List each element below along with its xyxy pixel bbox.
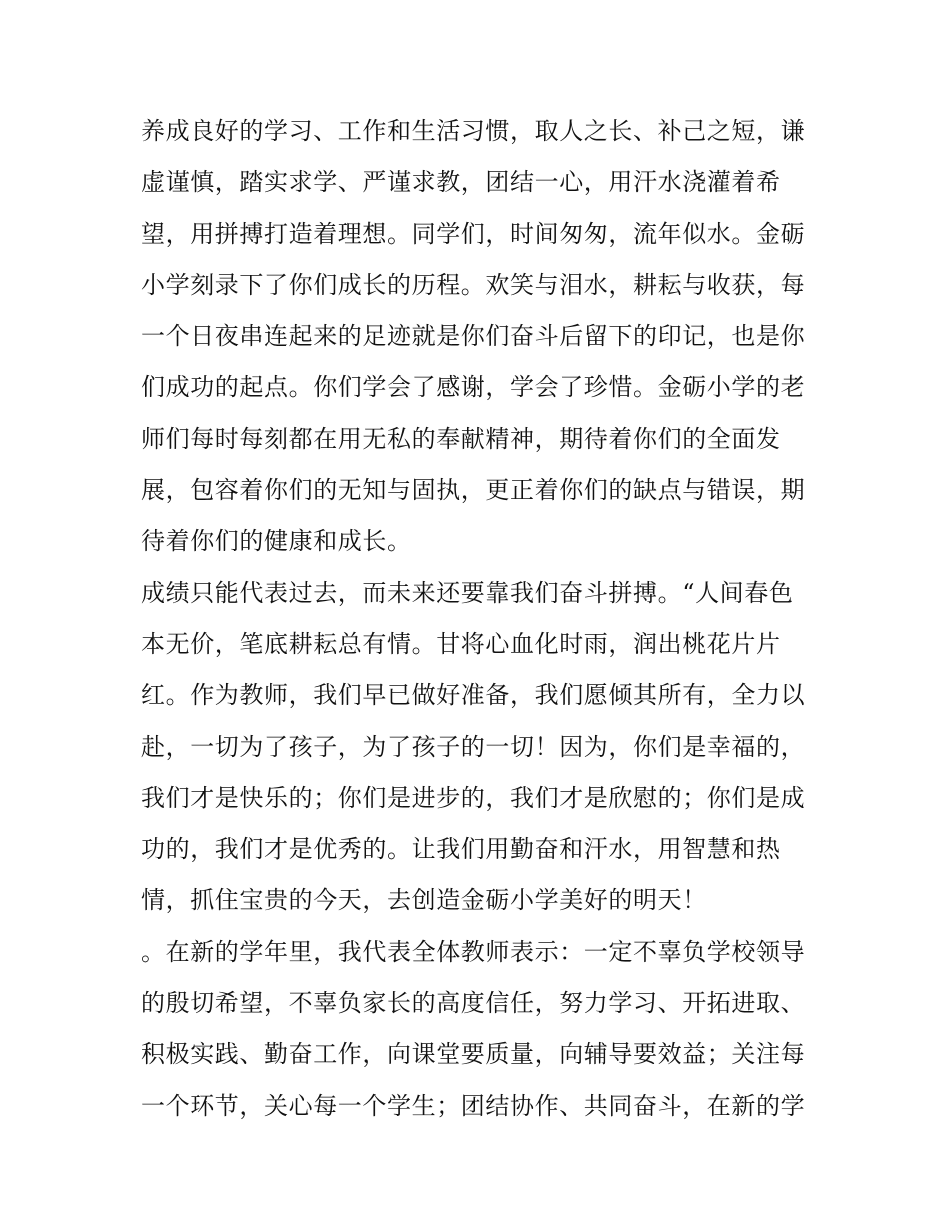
text-line: 虚谨慎，踏实求学、严谨求教，团结一心，用汗水浇灌着希 <box>141 168 781 197</box>
text-line: 。在新的学年里，我代表全体教师表示：一定不辜负学校领导 <box>141 937 806 966</box>
text-line: 赴，一切为了孩子，为了孩子的一切！因为，你们是幸福的， <box>141 732 806 761</box>
text-line: 一个环节，关心每一个学生；团结协作、共同奋斗，在新的学 <box>141 1091 806 1120</box>
text-line: 红。作为教师，我们早已做好准备，我们愿倾其所有，全力以 <box>141 681 806 710</box>
text-line: 成绩只能代表过去，而未来还要靠我们奋斗拼搏。“人间春色 <box>141 578 794 607</box>
text-line: 师们每时每刻都在用无私的奉献精神，期待着你们的全面发 <box>141 424 781 453</box>
text-line: 小学刻录下了你们成长的历程。欢笑与泪水，耕耘与收获，每 <box>141 270 806 299</box>
text-line: 展，包容着你们的无知与固执，更正着你们的缺点与错误，期 <box>141 476 806 505</box>
text-line: 一个日夜串连起来的足迹就是你们奋斗后留下的印记，也是你 <box>141 322 806 351</box>
text-line: 待着你们的健康和成长。 <box>141 527 412 556</box>
text-line: 本无价，笔底耕耘总有情。甘将心血化时雨，润出桃花片片 <box>141 629 781 658</box>
text-line: 情，抓住宝贵的今天，去创造金砺小学美好的明天！ <box>141 886 707 915</box>
text-line: 我们才是快乐的；你们是进步的，我们才是欣慰的；你们是成 <box>141 783 806 812</box>
text-line: 望，用拼搏打造着理想。同学们，时间匆匆，流年似水。金砺 <box>141 219 806 248</box>
text-line: 的殷切希望，不辜负家长的高度信任，努力学习、开拓进取、 <box>141 989 806 1018</box>
text-line: 积极实践、勤奋工作，向课堂要质量，向辅导要效益；关注每 <box>141 1040 806 1069</box>
text-line: 们成功的起点。你们学会了感谢，学会了珍惜。金砺小学的老 <box>141 373 806 402</box>
text-line: 养成良好的学习、工作和生活习惯，取人之长、补己之短，谦 <box>141 117 806 145</box>
text-line: 功的，我们才是优秀的。让我们用勤奋和汗水，用智慧和热 <box>141 835 781 864</box>
body-text <box>141 106 821 1132</box>
